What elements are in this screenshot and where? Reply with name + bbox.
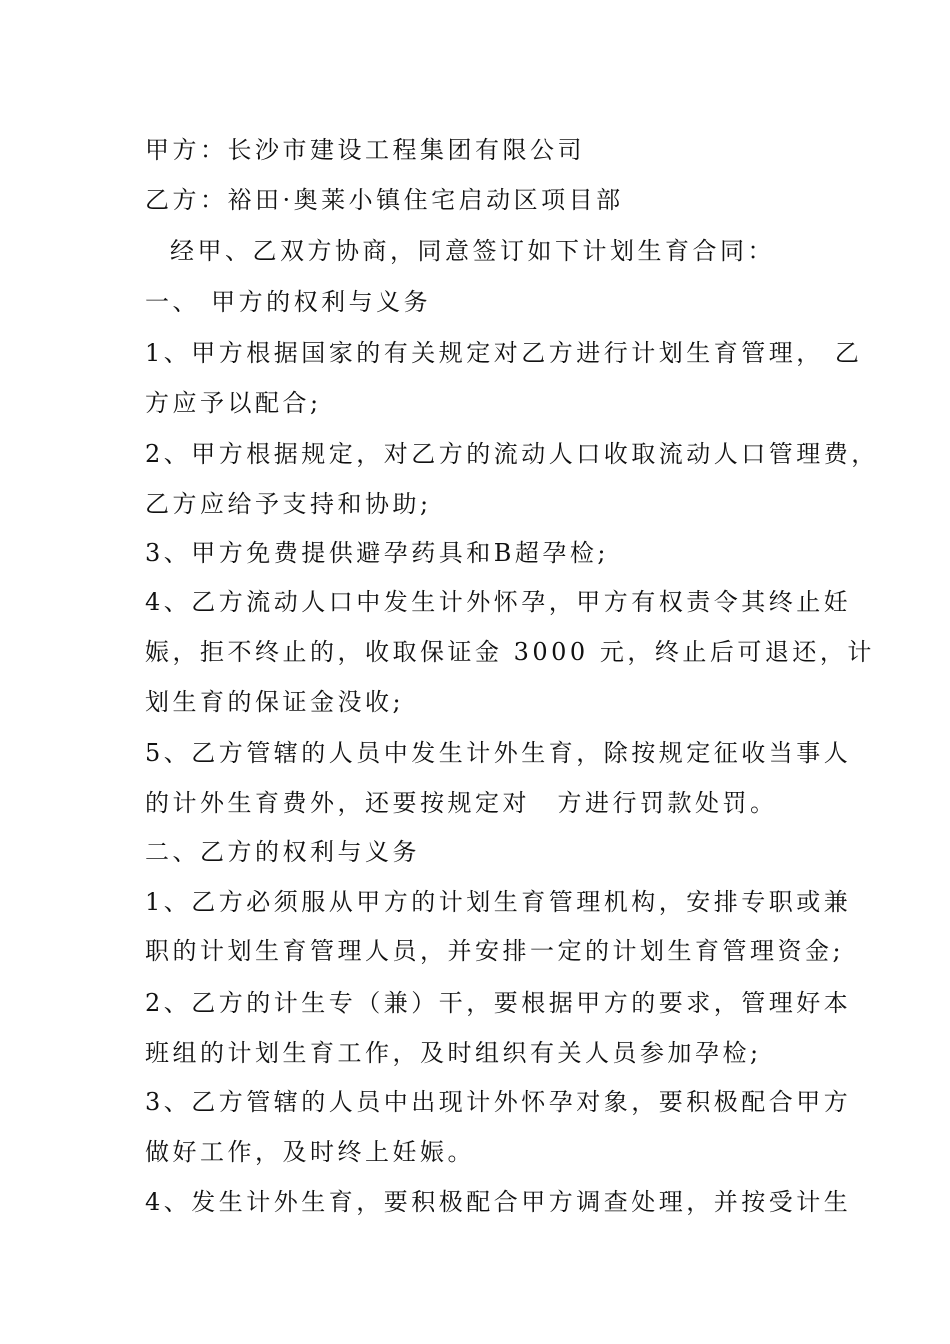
body-line: 1、甲方根据国家的有关规定对乙方进行计划生育管理， 乙 (145, 339, 863, 367)
body-line: 职的计划生育管理人员，并安排一定的计划生育管理资金; (145, 937, 845, 965)
body-line: 2、甲方根据规定，对乙方的流动人口收取流动人口管理费， (145, 440, 879, 468)
body-line: 4、乙方流动人口中发生计外怀孕，甲方有权责令其终止妊 (145, 588, 852, 616)
body-line: 乙方应给予支持和协助; (145, 490, 432, 518)
party-a-line: 甲方：长沙市建设工程集团有限公司 (145, 136, 585, 164)
party-b-line: 乙方：裕田·奥莱小镇住宅启动区项目部 (145, 186, 624, 214)
body-line: 3、乙方管辖的人员中出现计外怀孕对象，要积极配合甲方 (145, 1088, 852, 1116)
intro-line: 经甲、乙双方协商，同意签订如下计划生育合同： (170, 237, 775, 265)
body-line: 做好工作，及时终上妊娠。 (145, 1138, 475, 1166)
body-line: 1、乙方必须服从甲方的计划生育管理机构，安排专职或兼 (145, 888, 852, 916)
body-line: 2、乙方的计生专（兼）干，要根据甲方的要求，管理好本 (145, 989, 852, 1017)
body-line: 划生育的保证金没收; (145, 688, 405, 716)
body-line: 5、乙方管辖的人员中发生计外生育，除按规定征收当事人 (145, 739, 852, 767)
body-line: 方应予以配合; (145, 389, 322, 417)
body-line: 3、甲方免费提供避孕药具和B超孕检; (145, 539, 609, 567)
body-line: 4、发生计外生育，要积极配合甲方调查处理，并按受计生 (145, 1188, 852, 1216)
body-line: 娠，拒不终止的，收取保证金 3000 元，终止后可退还，计 (145, 638, 875, 666)
body-line: 的计外生育费外，还要按规定对 方进行罚款处罚。 (145, 789, 778, 817)
body-line: 班组的计划生育工作，及时组织有关人员参加孕检; (145, 1039, 762, 1067)
section-2-heading: 二、乙方的权利与义务 (145, 838, 420, 866)
section-1-heading: 一、 甲方的权利与义务 (145, 288, 432, 316)
